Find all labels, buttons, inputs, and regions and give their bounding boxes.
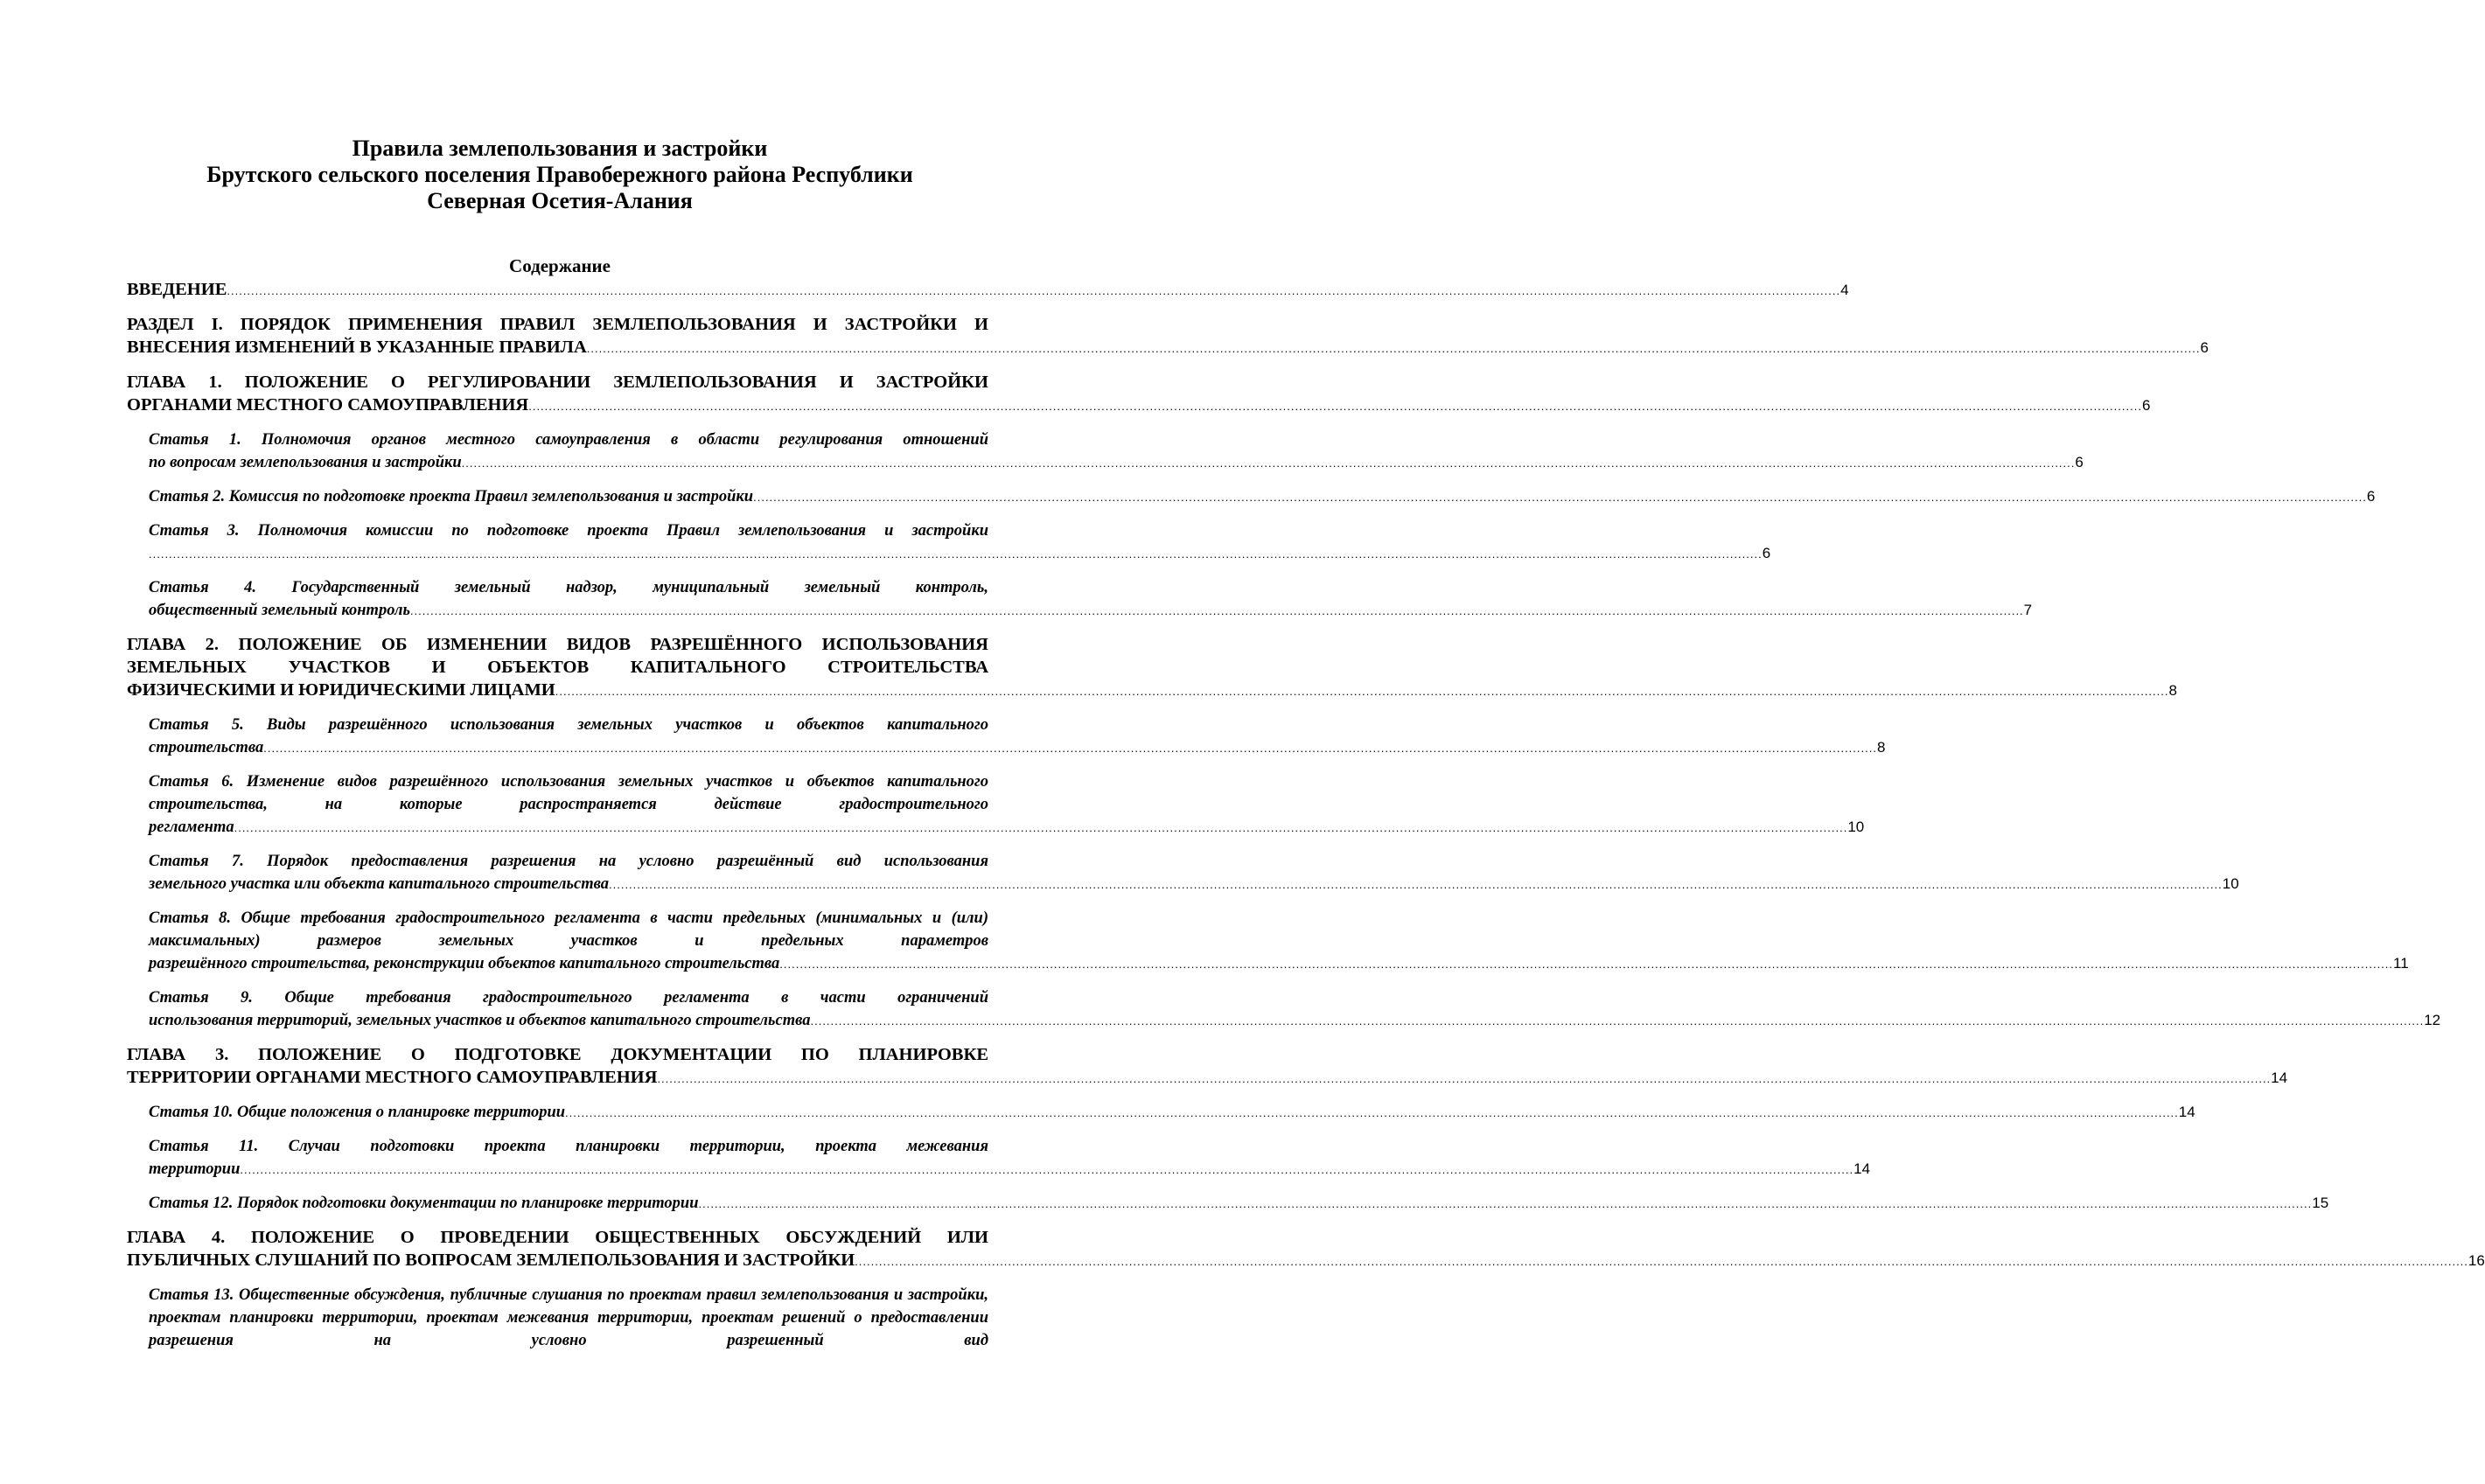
toc-page-number: 11 <box>2393 955 2409 972</box>
toc-entry[interactable] <box>149 714 1886 760</box>
toc-page-number: 6 <box>2366 488 2376 505</box>
toc-entry[interactable] <box>149 428 2084 475</box>
toc-entry-last-line <box>149 736 1886 760</box>
toc-entry-text: ОРГАНАМИ МЕСТНОГО САМОУПРАВЛЕНИЯ <box>127 395 529 415</box>
toc-entry-lead-text: ГЛАВА 1. ПОЛОЖЕНИЕ О РЕГУЛИРОВАНИИ ЗЕМЛЕПОЛЬЗОВАНИЯ И ЗАСТРОЙКИ <box>127 373 988 392</box>
toc-entry-last-line <box>149 816 1865 840</box>
toc-entry-text: ФИЗИЧЕСКИМИ И ЮРИДИЧЕСКИМИ ЛИЦАМИ <box>127 680 555 700</box>
toc-entry-last-line <box>149 1009 2441 1033</box>
toc-entry-last-line <box>149 485 2376 509</box>
toc-entry-text: ПУБЛИЧНЫХ СЛУШАНИЙ ПО ВОПРОСАМ ЗЕМЛЕПОЛЬЗОВАНИЯ И ЗАСТРОЙКИ <box>127 1251 855 1270</box>
toc-page-number: 6 <box>1762 545 1771 561</box>
toc-page-number: 10 <box>2222 875 2239 892</box>
toc-entry-text: по вопросам землепользования и застройки <box>149 454 462 471</box>
toc-entry[interactable] <box>149 1284 988 1352</box>
toc-entry[interactable] <box>127 278 1849 303</box>
toc-entry-text: разрешённого строительства, реконструкции объектов капитального строительства <box>149 955 780 972</box>
document-title <box>131 136 988 214</box>
toc-page-number: 15 <box>2312 1195 2329 1211</box>
toc-entry-text: использования территорий, земельных участков и объектов капитального строительства <box>149 1012 811 1029</box>
toc-entry-last-line <box>127 1249 2485 1273</box>
dot-leader: ................................................................................................................................................................................................................................................................................................................................................................................................................ <box>657 1072 2272 1085</box>
toc-entry-text: строительства <box>149 739 264 756</box>
dot-leader: ................................................................................................................................................................................................................................................................................................................................................................................................................ <box>810 1014 2425 1028</box>
toc-entry[interactable] <box>149 907 2409 976</box>
dot-leader: ................................................................................................................................................................................................................................................................................................................................................................................................................ <box>227 284 1841 297</box>
toc-entry-last-line <box>149 451 2084 475</box>
toc-page-number: 16 <box>2468 1252 2485 1269</box>
toc-entry-lead-text: Статья 1. Полномочия органов местного самоуправления в области регулирования отношений <box>149 431 988 449</box>
toc-page-number: 7 <box>2023 602 2033 618</box>
toc-page-number: 12 <box>2424 1012 2441 1028</box>
dot-leader: ................................................................................................................................................................................................................................................................................................................................................................................................................ <box>586 342 2201 355</box>
toc-entry[interactable] <box>149 519 1771 566</box>
toc-entry[interactable] <box>149 1192 2329 1216</box>
toc-entry-last-line <box>149 1101 2195 1125</box>
toc-entry-lead-text: ГЛАВА 4. ПОЛОЖЕНИЕ О ПРОВЕДЕНИИ ОБЩЕСТВЕННЫХ ОБСУЖДЕНИЙ ИЛИ <box>127 1228 988 1247</box>
toc-entry-lead-text: ГЛАВА 2. ПОЛОЖЕНИЕ ОБ ИЗМЕНЕНИИ ВИДОВ РАЗРЕШЁННОГО ИСПОЛЬЗОВАНИЯ ЗЕМЕЛЬНЫХ УЧАСТКОВ И ОБЪЕКТОВ КАПИТАЛЬНОГО СТРОИТЕЛЬСТВА <box>127 635 988 677</box>
dot-leader: ................................................................................................................................................................................................................................................................................................................................................................................................................ <box>528 400 2142 413</box>
toc-entry-last-line <box>127 679 2177 703</box>
title-line-3: Северная Осетия-Алания <box>427 188 693 213</box>
title-line-2: Брутского сельского поселения Правобережного района Республики <box>206 162 913 187</box>
toc-page-number: 14 <box>2178 1104 2195 1120</box>
toc-page-number: 6 <box>2075 454 2084 470</box>
toc-entry-lead-text: Статья 13. Общественные обсуждения, публичные слушания по проектам правил землепользования и застройки, проектам планировки территории, проектам межевания территории, проектам решений о предоставлении разрешения на условно разрешенный вид <box>149 1286 988 1349</box>
toc-entry-lead-text: Статья 9. Общие требования градостроительного регламента в части ограничений <box>149 989 988 1007</box>
toc-entry-lead-text: Статья 7. Порядок предоставления разрешения на условно разрешённый вид использования <box>149 853 988 870</box>
dot-leader: ................................................................................................................................................................................................................................................................................................................................................................................................................ <box>855 1255 2468 1268</box>
dot-leader: ................................................................................................................................................................................................................................................................................................................................................................................................................ <box>753 491 2367 504</box>
toc-entry[interactable] <box>127 1043 2288 1090</box>
dot-leader: ................................................................................................................................................................................................................................................................................................................................................................................................................ <box>698 1197 2313 1210</box>
toc-entry-lead-text: Статья 4. Государственный земельный надзор, муниципальный земельный контроль, <box>149 579 988 596</box>
toc-entry-text: территории <box>149 1160 241 1178</box>
toc-entry-last-line <box>127 394 2151 418</box>
toc-entry[interactable] <box>149 1135 1871 1181</box>
toc-entry-last-line <box>149 1158 1871 1181</box>
toc-entry-text: ВНЕСЕНИЯ ИЗМЕНЕНИЙ В УКАЗАННЫЕ ПРАВИЛА <box>127 338 587 357</box>
toc-entry-last-line <box>149 542 1771 566</box>
toc-entry-lead-text: ГЛАВА 3. ПОЛОЖЕНИЕ О ПОДГОТОВКЕ ДОКУМЕНТАЦИИ ПО ПЛАНИРОВКЕ <box>127 1045 988 1064</box>
dot-leader: ................................................................................................................................................................................................................................................................................................................................................................................................................ <box>240 1163 1854 1176</box>
toc-entry-last-line <box>127 1066 2288 1090</box>
toc-entry[interactable] <box>149 986 2441 1033</box>
toc-page-number: 8 <box>2168 682 2177 699</box>
toc-entry-last-line <box>149 873 2239 896</box>
toc-page-number: 14 <box>1853 1160 1871 1177</box>
toc-entry-last-line <box>149 952 2409 976</box>
toc-entry-text: земельного участка или объекта капитального строительства <box>149 875 609 893</box>
toc-entry-last-line <box>149 1192 2329 1216</box>
dot-leader: ................................................................................................................................................................................................................................................................................................................................................................................................................ <box>609 878 2223 891</box>
toc-entry-lead-text: Статья 6. Изменение видов разрешённого использования земельных участков и объектов капитального строительства, на которые распространяется действие градостроительного <box>149 773 988 813</box>
toc-entry-last-line <box>149 599 2033 623</box>
toc-entry-lead-text: Статья 8. Общие требования градостроительного регламента в части предельных (минимальных и (или) максимальных) размеров земельных участков и предельных параметров <box>149 909 988 950</box>
toc-entry[interactable] <box>127 1226 2485 1273</box>
toc-entry-text: регламента <box>149 819 234 836</box>
toc-page-number: 6 <box>2200 339 2209 356</box>
dot-leader: ................................................................................................................................................................................................................................................................................................................................................................................................................ <box>565 1106 2179 1119</box>
dot-leader: ................................................................................................................................................................................................................................................................................................................................................................................................................ <box>263 742 1877 755</box>
toc-entry-lead-text: Статья 5. Виды разрешённого использования земельных участков и объектов капитального <box>149 716 988 734</box>
toc-entry[interactable] <box>127 313 2209 360</box>
dot-leader: ................................................................................................................................................................................................................................................................................................................................................................................................................ <box>149 547 1763 561</box>
toc-entry[interactable] <box>149 1101 2195 1125</box>
toc-entry-lead-text: Статья 3. Полномочия комиссии по подготовке проекта Правил землепользования и застройки <box>149 522 988 540</box>
toc-entry-text: Статья 2. Комиссия по подготовке проекта Правил землепользования и застройки <box>149 488 754 505</box>
toc-entry[interactable] <box>127 371 2151 418</box>
toc-entry-lead-text: Статья 11. Случаи подготовки проекта планировки территории, проекта межевания <box>149 1138 988 1155</box>
toc-page-number: 6 <box>2141 397 2151 414</box>
title-line-1: Правила землепользования и застройки <box>352 136 768 161</box>
toc-entry[interactable] <box>149 485 2376 509</box>
dot-leader: ................................................................................................................................................................................................................................................................................................................................................................................................................ <box>461 456 2076 470</box>
dot-leader: ................................................................................................................................................................................................................................................................................................................................................................................................................ <box>555 685 2169 698</box>
toc-page-number: 4 <box>1840 282 1849 298</box>
toc-entry[interactable] <box>149 770 1865 840</box>
dot-leader: ................................................................................................................................................................................................................................................................................................................................................................................................................ <box>409 604 2024 617</box>
toc-entry-text: ВВЕДЕНИЕ <box>127 280 227 299</box>
toc-entry-text: ТЕРРИТОРИИ ОРГАНАМИ МЕСТНОГО САМОУПРАВЛЕНИЯ <box>127 1068 658 1087</box>
toc-heading: Содержание <box>509 255 611 276</box>
toc-entry[interactable] <box>149 576 2033 623</box>
toc-entry-text: общественный земельный контроль <box>149 602 410 619</box>
toc-entry[interactable] <box>127 633 2177 703</box>
table-of-contents <box>127 278 2485 1352</box>
dot-leader: ................................................................................................................................................................................................................................................................................................................................................................................................................ <box>779 958 2394 971</box>
toc-entry-last-line <box>127 278 1849 303</box>
toc-entry-text: Статья 12. Порядок подготовки документации по планировке территории <box>149 1195 699 1212</box>
toc-page-number: 10 <box>1847 819 1865 835</box>
toc-entry-last-line <box>127 336 2209 360</box>
toc-entry[interactable] <box>149 850 2239 896</box>
toc-entry-text: Статья 10. Общие положения о планировке территории <box>149 1104 566 1121</box>
toc-entry-lead-text: РАЗДЕЛ I. ПОРЯДОК ПРИМЕНЕНИЯ ПРАВИЛ ЗЕМЛЕПОЛЬЗОВАНИЯ И ЗАСТРОЙКИ И <box>127 315 988 334</box>
toc-page-number: 14 <box>2271 1069 2288 1086</box>
toc-page-number: 8 <box>1876 739 1886 756</box>
dot-leader: ................................................................................................................................................................................................................................................................................................................................................................................................................ <box>234 821 1848 834</box>
